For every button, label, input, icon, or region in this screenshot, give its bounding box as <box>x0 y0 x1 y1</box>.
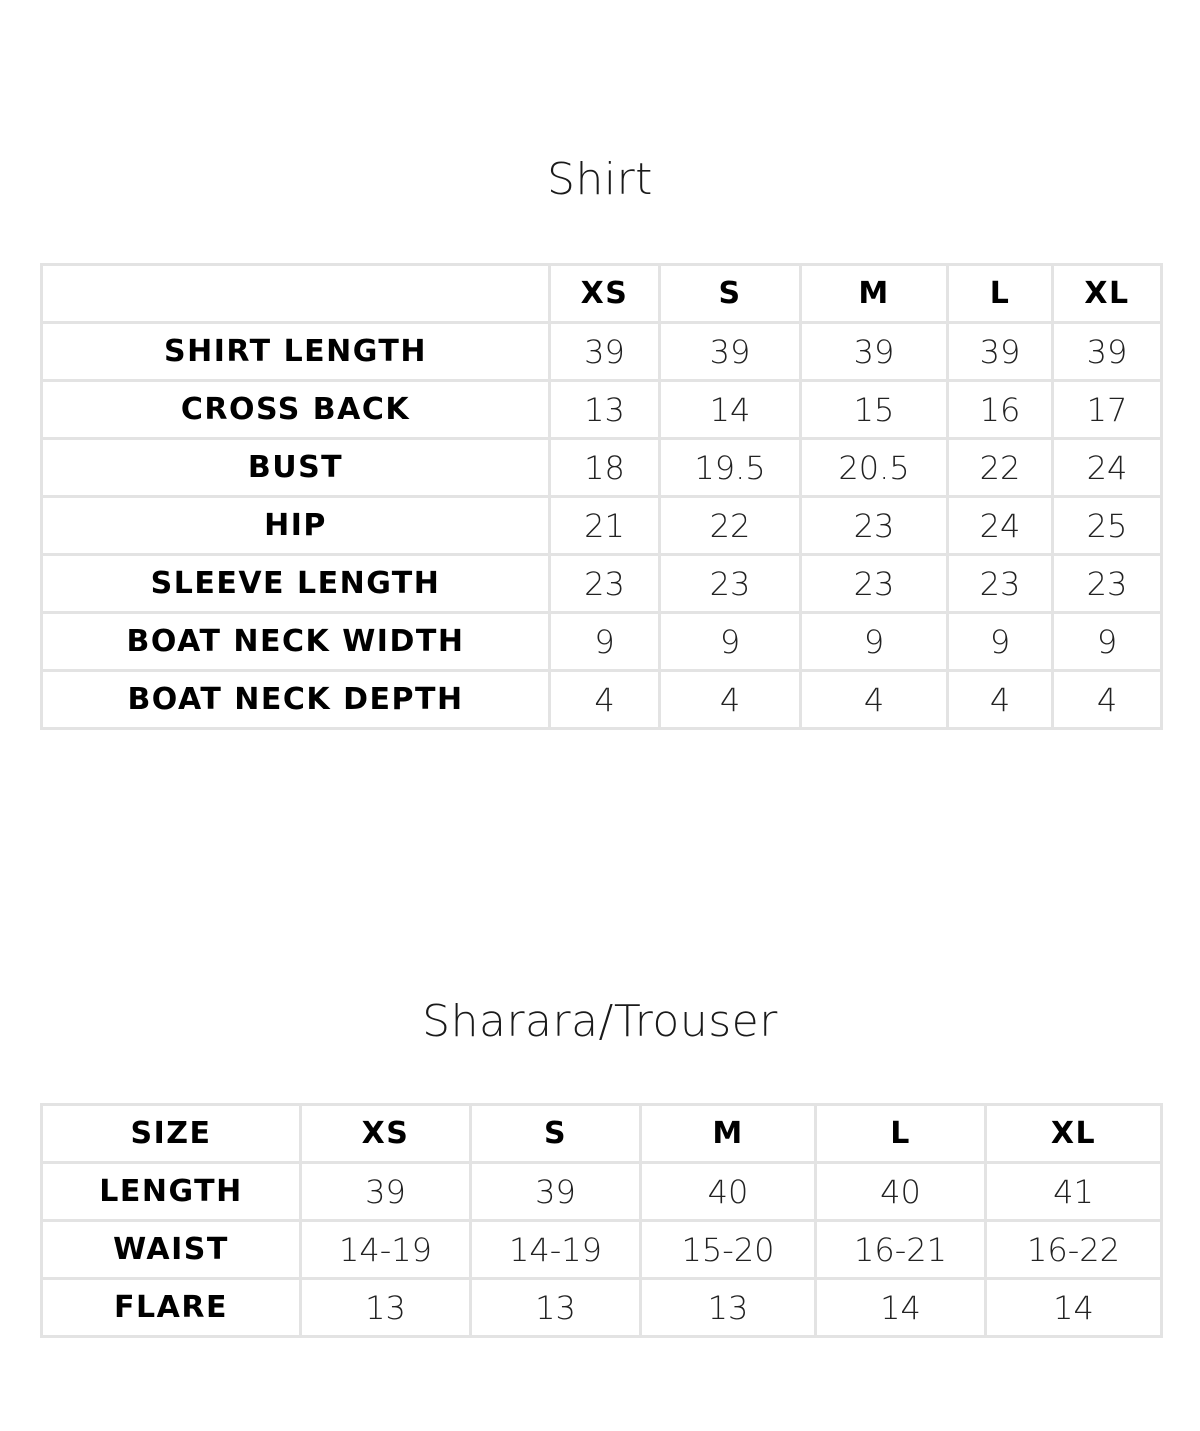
table-cell: 9 <box>948 613 1053 671</box>
table-row <box>42 497 1162 555</box>
table-cell: 39 <box>301 1163 471 1221</box>
table-cell: 14-19 <box>471 1221 641 1279</box>
row-label: BOAT NECK DEPTH <box>42 671 550 729</box>
table-cell: 4 <box>550 671 660 729</box>
table-cell: 14 <box>986 1279 1162 1337</box>
header-cell-xl: XL <box>986 1105 1162 1163</box>
table-cell: 23 <box>1053 555 1162 613</box>
table-cell: 25 <box>1053 497 1162 555</box>
table-cell: 23 <box>550 555 660 613</box>
table-cell: 18 <box>550 439 660 497</box>
header-cell-xl: XL <box>1053 265 1162 323</box>
header-cell-size: SIZE <box>42 1105 301 1163</box>
table-cell: 24 <box>948 497 1053 555</box>
table-row <box>42 323 1162 381</box>
table-row <box>42 381 1162 439</box>
table-cell: 39 <box>1053 323 1162 381</box>
table-row <box>42 1279 1162 1337</box>
table-row <box>42 555 1162 613</box>
sharara-section-title: Sharara/Trouser <box>422 996 778 1047</box>
header-cell-m: M <box>801 265 948 323</box>
table-cell: 23 <box>948 555 1053 613</box>
table-cell: 40 <box>641 1163 816 1221</box>
table-cell: 23 <box>660 555 801 613</box>
row-label: HIP <box>42 497 550 555</box>
row-label: SHIRT LENGTH <box>42 323 550 381</box>
header-cell-m: M <box>641 1105 816 1163</box>
table-cell: 39 <box>801 323 948 381</box>
table-cell: 39 <box>660 323 801 381</box>
row-label: BOAT NECK WIDTH <box>42 613 550 671</box>
table-cell: 23 <box>801 555 948 613</box>
table-cell: 16 <box>948 381 1053 439</box>
table-cell: 13 <box>301 1279 471 1337</box>
table-cell: 24 <box>1053 439 1162 497</box>
table-cell: 16-22 <box>986 1221 1162 1279</box>
header-cell-s: S <box>471 1105 641 1163</box>
table-header-row <box>42 1105 1162 1163</box>
table-cell: 40 <box>816 1163 986 1221</box>
shirt-section-title: Shirt <box>547 154 653 205</box>
table-cell: 14 <box>660 381 801 439</box>
table-cell: 19.5 <box>660 439 801 497</box>
table-cell: 13 <box>641 1279 816 1337</box>
table-cell: 9 <box>801 613 948 671</box>
table-cell: 9 <box>550 613 660 671</box>
table-cell: 17 <box>1053 381 1162 439</box>
row-label: BUST <box>42 439 550 497</box>
table-cell: 16-21 <box>816 1221 986 1279</box>
table-cell: 4 <box>660 671 801 729</box>
table-cell: 4 <box>801 671 948 729</box>
table-cell: 14-19 <box>301 1221 471 1279</box>
row-label: SLEEVE LENGTH <box>42 555 550 613</box>
row-label: LENGTH <box>42 1163 301 1221</box>
table-cell: 21 <box>550 497 660 555</box>
table-row <box>42 671 1162 729</box>
header-cell-l: L <box>816 1105 986 1163</box>
table-row <box>42 1163 1162 1221</box>
header-cell-s: S <box>660 265 801 323</box>
row-label: CROSS BACK <box>42 381 550 439</box>
header-cell-empty <box>42 265 550 323</box>
table-row <box>42 439 1162 497</box>
table-cell: 9 <box>1053 613 1162 671</box>
table-cell: 39 <box>471 1163 641 1221</box>
sharara-size-table <box>40 1103 1163 1338</box>
header-cell-l: L <box>948 265 1053 323</box>
table-cell: 39 <box>550 323 660 381</box>
table-row <box>42 613 1162 671</box>
table-cell: 13 <box>550 381 660 439</box>
table-cell: 13 <box>471 1279 641 1337</box>
table-cell: 39 <box>948 323 1053 381</box>
table-cell: 41 <box>986 1163 1162 1221</box>
table-cell: 14 <box>816 1279 986 1337</box>
table-header-row <box>42 265 1162 323</box>
table-cell: 4 <box>1053 671 1162 729</box>
table-cell: 20.5 <box>801 439 948 497</box>
shirt-size-table <box>40 263 1163 730</box>
table-cell: 22 <box>660 497 801 555</box>
header-cell-xs: XS <box>301 1105 471 1163</box>
table-cell: 9 <box>660 613 801 671</box>
table-cell: 4 <box>948 671 1053 729</box>
header-cell-xs: XS <box>550 265 660 323</box>
table-cell: 15-20 <box>641 1221 816 1279</box>
row-label: FLARE <box>42 1279 301 1337</box>
table-row <box>42 1221 1162 1279</box>
table-cell: 15 <box>801 381 948 439</box>
row-label: WAIST <box>42 1221 301 1279</box>
table-cell: 22 <box>948 439 1053 497</box>
table-cell: 23 <box>801 497 948 555</box>
